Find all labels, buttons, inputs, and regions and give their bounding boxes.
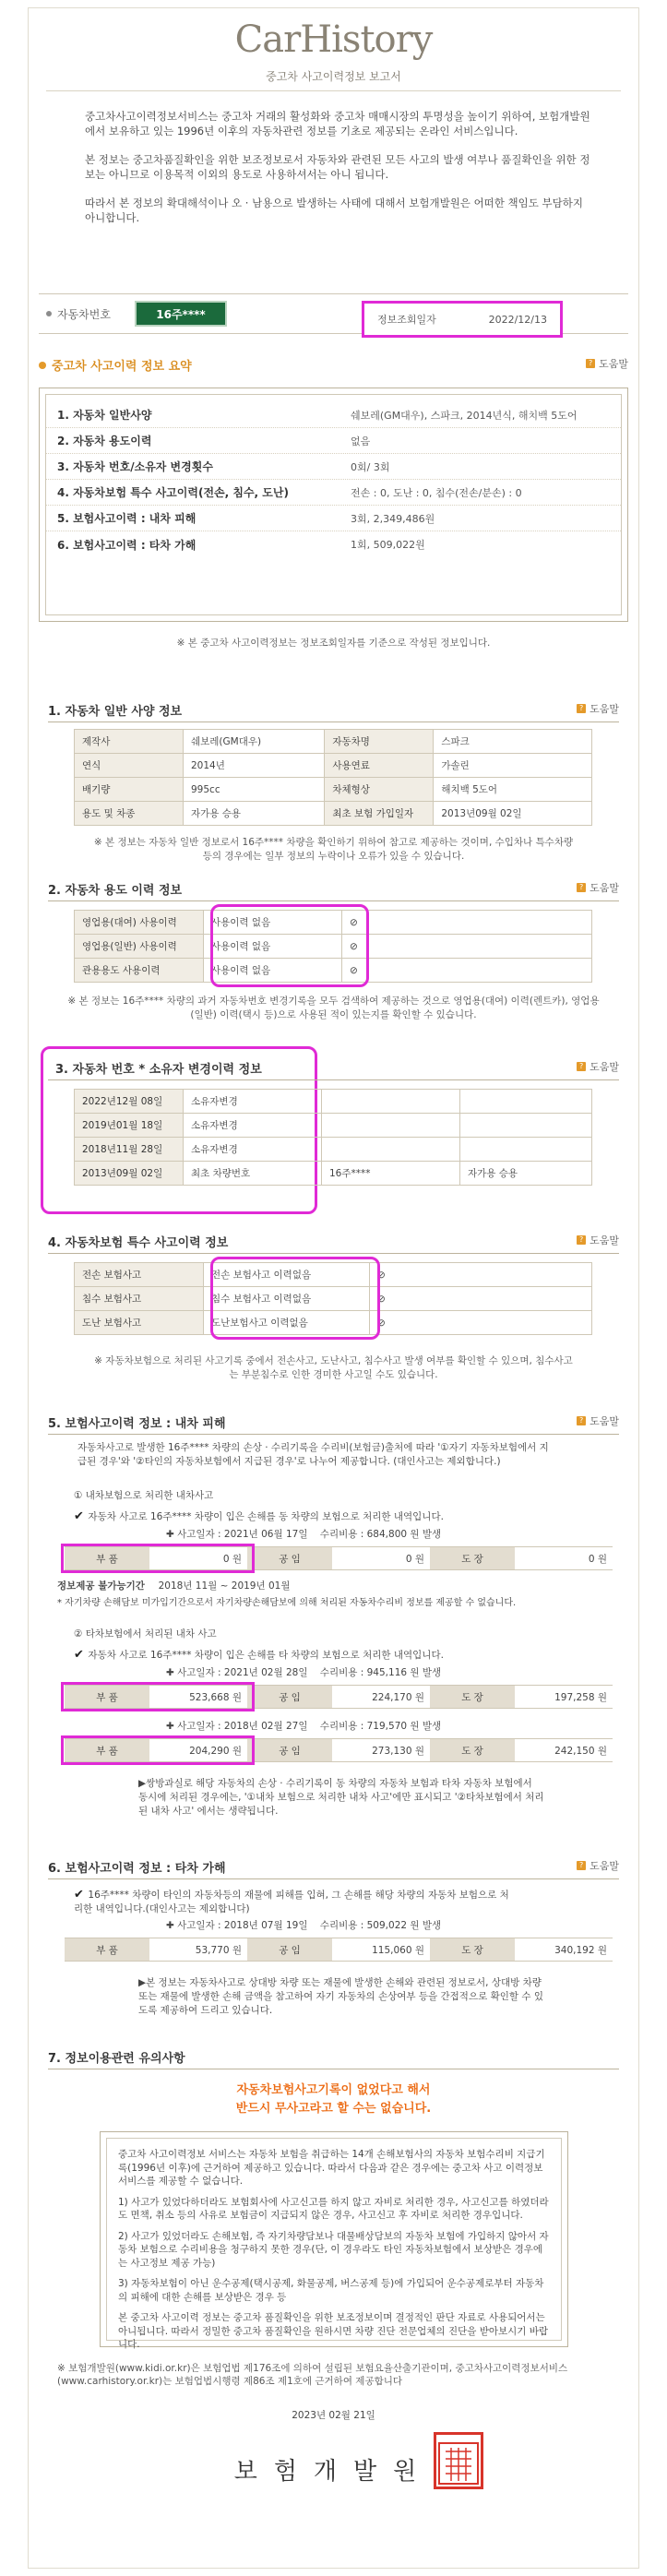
query-date-box — [362, 301, 563, 338]
accident-info: ✚ 사고일자 : 2018년 02월 27일 수리비용 : 719,570 원 발생 — [166, 1721, 442, 1732]
repair-cost-row: 부 품 0 원 공 임 0 원 도 장 0 원 — [65, 1546, 613, 1570]
other-damage-desc: ✔ 16주**** 차량이 타인의 자동차등의 재물에 피해를 입혀, 그 손해를 해당 차량의 자동차 보험으로 처리한 내역입니다.(대인사고는 제외합니다) — [74, 1888, 509, 1914]
own-damage-title: 5. 보험사고이력 정보 : 내차 피해 — [48, 1417, 226, 1431]
other-damage-note: ▶본 정보는 자동차사고로 상대방 차량 또는 재물에 발생한 손해와 관련된 정보로서, 상대방 차량 또는 재물에 발생한 손해 금액을 참고하여 자기 자동차의 손상여부 등을 간접적으로 확인할 수 있도록 제공하여 드리고 있습니다. — [138, 1977, 543, 2016]
issuer-name: 보험개발원 — [233, 2458, 434, 2486]
help-icon: ? — [577, 1416, 586, 1425]
caution-content — [106, 2138, 562, 2350]
owner-table — [74, 1089, 592, 1186]
caution-box — [100, 2131, 568, 2350]
repair-cost-row: 부 품 523,668 원 공 임 224,170 원 도 장 197,258 원 — [65, 1685, 613, 1709]
table-row: 도난 보험사고 도난보험사고 이력없음 ⊘ — [75, 1311, 592, 1335]
highlight-special — [210, 1257, 380, 1340]
status-ok-icon: ⊘ — [342, 935, 592, 959]
arrow-icon: ▶ — [138, 1778, 147, 1789]
section-divider — [48, 1434, 619, 1435]
own-damage-intro: 자동차사고로 발생한 16주**** 차량의 손상 · 수리기록을 수리비(보험금)출처에 따라 '①자기 자동차보험에서 지급된 경우'와 '②타인의 자동차보험에서 지급된 경우'로 나누어 제공합니다. (대인사고는 제외합니다.) — [77, 1442, 549, 1467]
footer-note: ※ 보험개발원(www.kidi.or.kr)은 보험업법 제176조에 의하여 설립된 보험요율산출기관이며, 중고차사고이력정보서비스(www.carhistory.or.kr)는 보험업법시행령 제86조 제1호에 근거하여 제공합니다 — [57, 2363, 568, 2387]
accident-info: ✚ 사고일자 : 2021년 02월 28일 수리비용 : 945,116 원 발생 — [166, 1667, 442, 1678]
caution-item: 1) 사고가 있었다하더라도 보험회사에 사고신고를 하지 않고 자비로 처리한 경우, 사고신고를 하였더라도 면책, 취소 등의 사유로 보험금이 지급되지 않은 경우, 사고신고 후 자비로 처리한 경우입니다. — [118, 2196, 549, 2221]
check-icon: ✔ — [74, 1509, 89, 1523]
bullet-icon — [46, 311, 52, 316]
plus-icon: ✚ — [166, 1667, 178, 1678]
own-insurance-desc: ✔ 자동차 사고로 16주**** 차량이 입은 손해를 동 차량의 보험으로 처리한 내역입니다. — [74, 1509, 444, 1523]
vehicle-number-label: 자동차번호 — [46, 306, 111, 322]
header-divider — [46, 90, 621, 91]
status-ok-icon: ⊘ — [370, 1263, 592, 1287]
intro-paragraph: 본 정보는 중고차품질확인을 위한 보조정보로서 자동차와 관련된 모든 사고의 발생 여부나 품질확인을 위한 정보는 아니므로 이용목적 이외의 용도로 사용하셔서는 아니 됩니다. — [85, 153, 590, 181]
section-divider — [48, 1878, 619, 1879]
table-row: 연식 2014년 사용연료 가솔린 — [75, 754, 592, 778]
highlight-usage — [210, 904, 369, 987]
intro-paragraph: 따라서 본 정보의 확대해석이나 오 · 남용으로 발생하는 사태에 대해서 보험개발원은 어떠한 책임도 부담하지 아니합니다. — [85, 197, 583, 224]
overlap-note: ▶쌍방과실로 해당 자동차의 손상 · 수리기록이 동 차량의 자동차 보험과 타차 자동차 보험에서 동시에 처리된 경우에는, '①내차 보험으로 처리한 내차 사고'에만 표시되고 '②타차보험에서 처리된 내차 사고' 에서는 생략됩니다. — [138, 1778, 544, 1817]
unavailable-note: * 자기차량 손해담보 미가입기간으로서 자기차량손해담보에 의해 처리된 자동차수리비 정보를 제공할 수 없습니다. — [57, 1598, 517, 1608]
summary-note: ※ 본 중고차 사고이력정보는 정보조회일자를 기준으로 작성된 정보입니다. — [176, 638, 491, 649]
summary-row: 1. 자동차 일반사양 쉐보레(GM대우), 스파크, 2014년식, 해치백 5도어 — [46, 402, 621, 428]
summary-table — [45, 394, 622, 615]
help-icon: ? — [577, 1062, 586, 1071]
table-row: 관용용도 사용이력 사용이력 없음 ⊘ — [75, 959, 592, 983]
bullet-icon — [39, 362, 46, 369]
report-header — [28, 7, 639, 239]
help-button[interactable]: ? 도움말 — [577, 1059, 619, 1074]
carhistory-logo: CarHistory — [234, 18, 433, 61]
section-divider — [48, 900, 619, 901]
summary-box — [39, 388, 628, 622]
caution-paragraph: 본 중고차 사고이력 정보는 중고차 품질확인을 위한 보조정보이며 결정적인 판단 자료로 사용되어서는 아니됩니다. 따라서 정밀한 중고차 품질확인을 원하시면 차량 진단 전문업체의 진단을 받아보시기 바랍니다. — [118, 2312, 549, 2350]
official-seal — [434, 2432, 483, 2489]
help-button[interactable]: ? 도움말 — [577, 880, 619, 895]
unavailable-period: 정보제공 불가능기간 2018년 11월 ~ 2019년 01월 — [57, 1580, 291, 1592]
table-row: 2013년09월 02일 최초 차량번호 16주**** 자가용 승용 — [75, 1162, 592, 1186]
highlight-parts — [61, 1544, 255, 1573]
table-row: 전손 보험사고 전손 보험사고 이력없음 ⊘ — [75, 1263, 592, 1287]
query-date-label: 정보조회일자 — [377, 314, 436, 326]
spec-title: 1. 자동차 일반 사양 정보 — [48, 705, 183, 719]
own-insurance-label: ① 내차보험으로 처리한 내차사고 — [74, 1490, 214, 1501]
table-row: 2018년11월 28일 소유자변경 — [75, 1138, 592, 1162]
spec-table — [74, 729, 592, 826]
other-insurance-desc: ✔ 자동차 사고로 16주**** 차량이 입은 손해를 타 차량의 보험으로 처리한 내역입니다. — [74, 1648, 444, 1662]
other-damage-title: 6. 보험사고이력 정보 : 타차 가해 — [48, 1862, 226, 1876]
summary-title: 중고차 사고이력 정보 요약 — [39, 356, 192, 374]
accident-info: ✚ 사고일자 : 2021년 06월 17일 수리비용 : 684,800 원 발생 — [166, 1529, 442, 1540]
check-icon: ✔ — [74, 1648, 89, 1662]
table-row: 2019년01월 18일 소유자변경 — [75, 1114, 592, 1138]
plus-icon: ✚ — [166, 1529, 178, 1540]
help-icon: ? — [577, 704, 586, 713]
query-date-value: 2022/12/13 — [488, 313, 547, 326]
help-icon: ? — [577, 1861, 586, 1870]
special-note: ※ 자동차보험으로 처리된 사고기록 중에서 전손사고, 도난사고, 침수사고 발생 여부를 확인할 수 있으며, 침수사고는 부분침수로 인한 경미한 사고일 수도 있습니다. — [94, 1355, 573, 1380]
summary-row: 5. 보험사고이력 : 내차 피해 3회, 2,349,486원 — [46, 506, 621, 531]
license-plate: 16주**** — [135, 301, 227, 327]
help-icon: ? — [586, 359, 595, 368]
repair-cost-row: 부 품 204,290 원 공 임 273,130 원 도 장 242,150 원 — [65, 1738, 613, 1762]
spec-note: ※ 본 정보는 자동차 일반 정보로서 16주**** 차량을 확인하기 위하여 참고로 제공하는 것이며, 수입차나 특수차량 등의 경우에는 일부 정보의 누락이나 오류가 있을 수 있습니다. — [93, 837, 574, 862]
owner-title: 3. 자동차 번호 * 소유자 변경이력 정보 — [55, 1063, 262, 1077]
caution-item: 3) 자동차보험이 아닌 운수공제(택시공제, 화물공제, 버스공제 등)에 가입되어 운수공제로부터 자동차의 피해에 대한 손해를 보상받은 경우 등 — [118, 2278, 544, 2303]
report-subtitle: 중고차 사고이력정보 보고서 — [266, 70, 401, 83]
caution-title: 7. 정보이용관련 유의사항 — [48, 2052, 185, 2066]
summary-row: 3. 자동차 번호/소유자 변경횟수 0회/ 3회 — [46, 454, 621, 480]
table-row: 영업용(대여) 사용이력 사용이력 없음 ⊘ — [75, 911, 592, 935]
table-row: 제작사 쉐보레(GM대우) 자동차명 스파크 — [75, 730, 592, 754]
section-divider — [48, 1253, 619, 1254]
check-icon: ✔ — [74, 1888, 89, 1902]
plus-icon: ✚ — [166, 1920, 178, 1931]
caution-paragraph: 중고차 사고이력정보 서비스는 자동차 보험을 취급하는 14개 손해보험사의 자동차 보험수리비 지급기록(1996년 이후)에 근거하여 제공하고 있습니다. 따라서 다음과 같은 경우에는 중고차 사고 이력정보 서비스를 제공할 수 없습니다. — [118, 2149, 545, 2187]
plus-icon: ✚ — [166, 1721, 178, 1732]
table-row: 2022년12월 08일 소유자변경 — [75, 1090, 592, 1114]
status-ok-icon: ⊘ — [342, 911, 592, 935]
status-ok-icon: ⊘ — [342, 959, 592, 983]
table-row: 배기량 995cc 차체형상 해치백 5도어 — [75, 778, 592, 802]
intro-paragraph: 중고차사고이력정보서비스는 중고차 거래의 활성화와 중고차 매매시장의 투명성을 높이기 위하여, 보험개발원에서 보유하고 있는 1996년 이후의 자동차관련 정보를 기초로 제공되는 온라인 서비스입니다. — [85, 110, 590, 137]
section-divider — [48, 1079, 619, 1080]
help-button[interactable]: ? 도움말 — [577, 701, 619, 716]
caution-item: 2) 사고가 있었더라도 손해보험, 즉 자기차량담보나 대물배상담보의 자동차 보험에 가입하지 않아서 자동차 보험으로 수리비용을 청구하지 못한 경우(단, 이 경우라도 타인 자동차보험에서 보상받은 경우에는 사고정보 제공 가능) — [118, 2230, 549, 2269]
accident-info: ✚ 사고일자 : 2018년 07월 19일 수리비용 : 509,022 원 발생 — [166, 1920, 442, 1931]
caution-headline: 자동차보험사고기록이 없었다고 해서 반드시 무사고라고 할 수는 없습니다. — [235, 2083, 432, 2116]
seal-icon — [436, 2440, 481, 2487]
arrow-icon: ▶ — [138, 1977, 147, 1988]
intro-text — [28, 109, 639, 225]
help-icon: ? — [577, 1235, 586, 1245]
help-button[interactable]: ? 도움말 — [577, 1858, 619, 1873]
other-insurance-label: ② 타차보험에서 처리된 내차 사고 — [74, 1628, 217, 1640]
usage-title: 2. 자동차 용도 이력 정보 — [48, 884, 183, 898]
repair-cost-row: 부 품 53,770 원 공 임 115,060 원 도 장 340,192 원 — [65, 1938, 613, 1962]
summary-row: 2. 자동차 용도이력 없음 — [46, 428, 621, 454]
status-ok-icon: ⊘ — [370, 1287, 592, 1311]
highlight-parts — [61, 1682, 255, 1711]
table-row: 침수 보험사고 침수 보험사고 이력없음 ⊘ — [75, 1287, 592, 1311]
help-button[interactable]: ? 도움말 — [586, 356, 628, 371]
usage-note: ※ 본 정보는 16주**** 차량의 과거 자동차번호 변경기록을 모두 검색하여 제공하는 것으로 영업용(대여) 이력(렌트카), 영업용(일반) 이력(택시 등)으로 사용된 적이 있는지를 확인할 수 있습니다. — [67, 996, 600, 1020]
special-title: 4. 자동차보험 특수 사고이력 정보 — [48, 1236, 229, 1250]
help-button[interactable]: ? 도움말 — [577, 1233, 619, 1247]
table-row: 용도 및 차종 자가용 승용 최초 보험 가입일자 2013년09월 02일 — [75, 802, 592, 826]
issue-date: 2023년 02월 21일 — [292, 2410, 375, 2421]
summary-row: 4. 자동차보험 특수 사고이력(전손, 침수, 도난) 전손 : 0, 도난 : 0, 침수(전손/분손) : 0 — [46, 480, 621, 506]
summary-row: 6. 보험사고이력 : 타차 가해 1회, 509,022원 — [57, 538, 425, 552]
help-button[interactable]: ? 도움말 — [577, 1413, 619, 1428]
highlight-parts — [61, 1735, 255, 1765]
help-icon: ? — [577, 883, 586, 892]
status-ok-icon: ⊘ — [370, 1311, 592, 1335]
table-row: 영업용(일반) 사용이력 사용이력 없음 ⊘ — [75, 935, 592, 959]
